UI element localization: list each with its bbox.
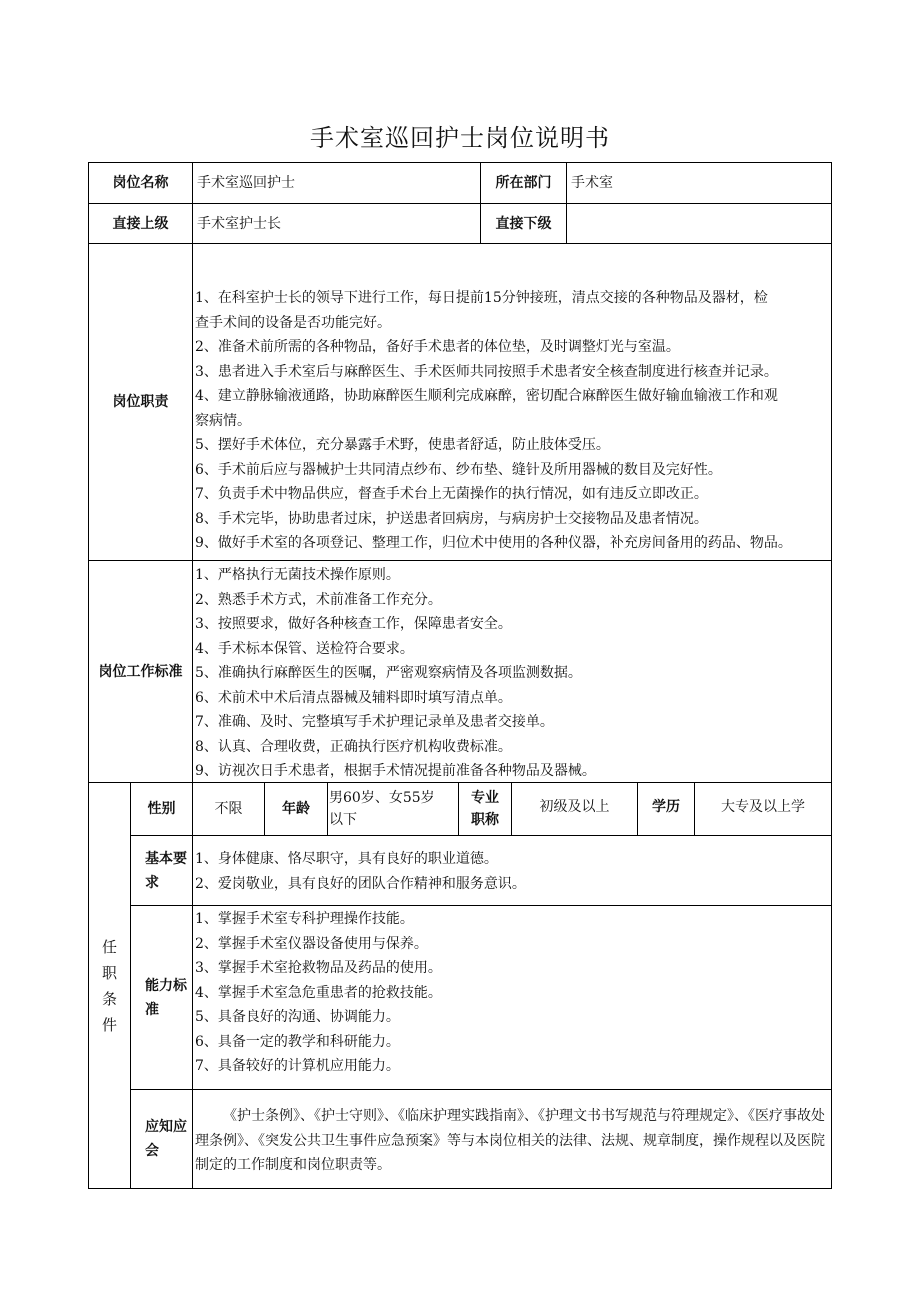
list-item: 9、做好手术室的各项登记、整理工作，归位术中使用的各种仪器，补充房间备用的药品、物品。: [195, 535, 792, 551]
knowledge-text: 《护士条例》、《护士守则》、《临床护理实践指南》、《护理文书书写规范与符理规定》、《医疗事故处理条例》、《突发公共卫生事件应急预案》等与本岗位相关的法律、法规、规章制度，操作规程以及医院制定的工作制度和岗位职责等。: [195, 1108, 825, 1173]
list-item: 6、具备一定的教学和科研能力。: [195, 1033, 400, 1050]
qualifications-label-char: 职: [101, 963, 117, 982]
list-item: 4、建立静脉输液通路，协助麻醉医生顺利完成麻醉，密切配合麻醉医生做好输血输液工作和观: [195, 388, 778, 404]
list-item: 察病情。: [195, 412, 251, 429]
superior-label: 直接上级: [112, 215, 169, 232]
title-value: 初级及以上: [539, 799, 610, 815]
list-item: 9、访视次日手术患者，根据手术情况提前准备各种物品及器械。: [195, 763, 596, 779]
list-item: 5、摆好手术体位，充分暴露手术野，使患者舒适，防止肢体受压。: [195, 437, 610, 453]
list-item: 3、患者进入手术室后与麻醉医生、手术医师共同按照手术患者安全核查制度进行核查并记录。: [195, 363, 778, 380]
superior-value: 手术室护士长: [197, 215, 281, 232]
list-item: 2、掌握手术室仪器设备使用与保养。: [195, 935, 428, 952]
row-divider: [130, 905, 831, 906]
gender-value: 不限: [214, 801, 243, 817]
ability-label-line: 准: [145, 1001, 159, 1018]
basic-label-line: 基本要: [145, 850, 187, 867]
qualifications-label-char: 件: [101, 1015, 117, 1034]
list-item: 2、爱岗敬业，具有良好的团队合作精神和服务意识。: [195, 875, 526, 892]
row-divider: [89, 560, 831, 561]
ability-list: [193, 907, 831, 1079]
ability-label-line: 能力标: [145, 977, 187, 994]
knowledge-label: [131, 1090, 192, 1188]
post-name-label: 岗位名称: [112, 175, 169, 191]
standards-list: [193, 563, 831, 784]
basic-label-line: 求: [145, 874, 159, 891]
list-item: 5、具备良好的沟通、协调能力。: [195, 1009, 400, 1025]
list-item: 3、掌握手术室抢救物品及药品的使用。: [195, 960, 442, 976]
standards-label: 岗位工作标准: [98, 663, 183, 680]
row-divider: [130, 835, 831, 836]
gender-label: 性别: [147, 801, 176, 817]
qualifications-label-char: 条: [101, 989, 117, 1008]
qualifications-label-char: 任: [101, 937, 117, 956]
title-label-line: 专业: [471, 790, 499, 806]
post-name-value: 手术室巡回护士: [197, 175, 295, 191]
row-divider: [89, 243, 831, 244]
age-value-line: 以下: [329, 812, 357, 828]
list-item: 7、负责手术中物品供应，督查手术台上无菌操作的执行情况，如有违反立即改正。: [195, 486, 708, 502]
list-item: 7、具备较好的计算机应用能力。: [195, 1058, 400, 1074]
list-item: 2、准备术前所需的各种物品，备好手术患者的体位垫，及时调整灯光与室温。: [195, 339, 680, 355]
list-item: 6、术前术中术后清点器械及辅料即时填写清点单。: [195, 689, 512, 706]
title-label: [459, 783, 511, 835]
list-item: 6、手术前后应与器械护士共同清点纱布、纱布垫、缝针及所用器械的数目及完好性。: [195, 461, 722, 478]
document-title: 手术室巡回护士岗位说明书: [310, 124, 610, 152]
subordinate-label: 直接下级: [495, 215, 552, 232]
duties-label: 岗位职责: [112, 394, 169, 410]
knowledge-label-line: 会: [145, 1143, 159, 1159]
title-label-line: 职称: [471, 812, 499, 828]
list-item: 4、手术标本保管、送检符合要求。: [195, 640, 414, 657]
duties-list: [193, 286, 831, 556]
list-item: 7、准确、及时、完整填写手术护理记录单及患者交接单。: [195, 714, 554, 730]
list-item: 1、在科室护士长的领导下进行工作，每日提前15分钟接班，清点交接的各种物品及器材，检: [195, 290, 768, 306]
list-item: 8、手术完毕，协助患者过床，护送患者回病房，与病房护士交接物品及患者情况。: [195, 510, 708, 527]
list-item: 1、严格执行无菌技术操作原则。: [195, 567, 400, 583]
dept-value: 手术室: [571, 175, 613, 191]
list-item: 8、认真、合理收费，正确执行医疗机构收费标准。: [195, 738, 512, 755]
qualifications-label: [89, 783, 130, 1188]
education-label: 学历: [652, 799, 680, 815]
dept-label: 所在部门: [495, 175, 552, 191]
basic-label: [131, 836, 192, 905]
list-item: 查手术间的设备是否功能完好。: [195, 314, 391, 331]
age-label: 年龄: [282, 801, 310, 817]
list-item: 2、熟悉手术方式，术前准备工作充分。: [195, 591, 442, 608]
subordinate-value: [567, 204, 831, 243]
job-description-table: [88, 162, 832, 1189]
list-item: 1、身体健康、恪尽职守，具有良好的职业道德。: [195, 851, 498, 867]
age-value-line: 男60岁、女55岁: [329, 790, 435, 806]
age-value: [328, 787, 458, 835]
education-value: 大专及以上学: [721, 799, 805, 815]
row-divider: [130, 1089, 831, 1090]
ability-label: [131, 906, 192, 1089]
basic-requirements-list: [193, 847, 831, 896]
knowledge-label-line: 应知应: [145, 1119, 187, 1135]
list-item: 5、准确执行麻醉医生的医嘱，严密观察病情及各项监测数据。: [195, 665, 582, 681]
list-item: 3、按照要求，做好各种核查工作，保障患者安全。: [195, 616, 512, 632]
list-item: 1、掌握手术室专科护理操作技能。: [195, 911, 414, 927]
list-item: 4、掌握手术室急危重患者的抢救技能。: [195, 984, 442, 1001]
